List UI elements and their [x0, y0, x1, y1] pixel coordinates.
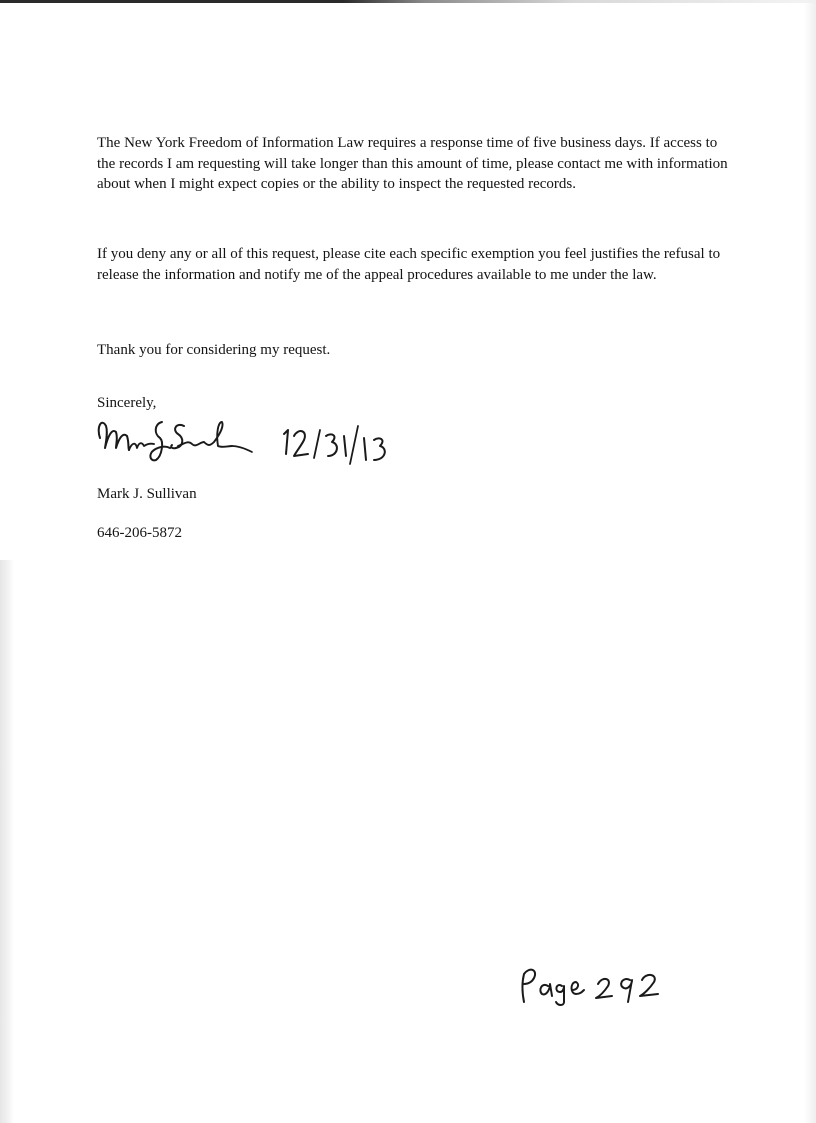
handwritten-date: [278, 420, 396, 466]
paragraph-response-time: The New York Freedom of Information Law requires a response time of five business days. If access to the records I am requesting will take longer than this amount of time, please contact me with information about when I might expect copies or the ability to inspect the requested records.: [97, 135, 728, 192]
paragraph-denial-exemptions: If you deny any or all of this request, please cite each specific exemption you feel justifies the refusal to release the information and notify me of the appeal procedures available to me under the law.: [97, 246, 721, 283]
handwritten-page-note: [516, 962, 668, 1008]
scan-top-edge: [0, 0, 816, 3]
scan-left-edge: [0, 560, 14, 1123]
paragraph-thank-you: Thank you for considering my request.: [97, 342, 331, 358]
closing-salutation: Sincerely,: [97, 395, 157, 411]
scan-right-edge: [804, 0, 816, 1123]
signer-name: Mark J. Sullivan: [97, 486, 197, 502]
handwritten-signature: [92, 412, 262, 462]
signer-phone: 646-206-5872: [97, 525, 182, 541]
